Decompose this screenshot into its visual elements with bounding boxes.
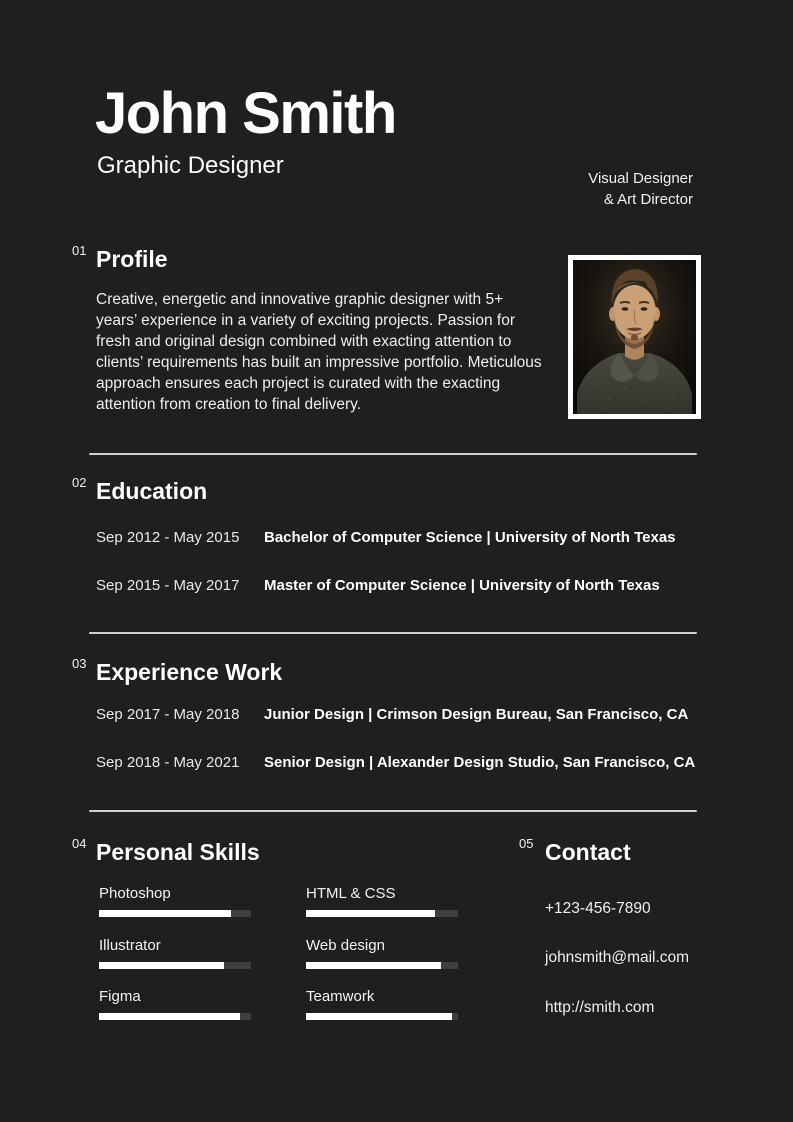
skill-bar-track bbox=[306, 910, 458, 917]
skill-bar-track bbox=[306, 1013, 458, 1020]
contact-section-number: 05 bbox=[519, 836, 534, 851]
profile-section-number: 01 bbox=[72, 243, 87, 258]
person-role: Graphic Designer bbox=[97, 152, 284, 179]
section-divider bbox=[89, 632, 697, 634]
contact-phone: +123-456-7890 bbox=[545, 900, 651, 917]
skill-bar-track bbox=[306, 962, 458, 969]
skill-bar-fill bbox=[306, 962, 441, 969]
skill-bar-track bbox=[99, 1013, 251, 1020]
education-row bbox=[96, 529, 701, 546]
contact-email: johnsmith@mail.com bbox=[545, 949, 690, 966]
skill-bar-fill bbox=[306, 910, 435, 917]
skill-item bbox=[99, 937, 251, 969]
skill-bar-fill bbox=[306, 1013, 452, 1020]
skill-bar-fill bbox=[99, 1013, 240, 1020]
skill-label: Illustrator bbox=[99, 937, 161, 954]
portrait-photo bbox=[568, 255, 701, 419]
skill-label: Web design bbox=[306, 937, 385, 954]
person-name: John Smith bbox=[95, 81, 396, 146]
skill-bar-fill bbox=[99, 962, 224, 969]
skill-label: Figma bbox=[99, 988, 141, 1005]
tagline bbox=[588, 168, 693, 210]
skill-bar-fill bbox=[99, 910, 231, 917]
skill-bar-track bbox=[99, 962, 251, 969]
section-divider bbox=[89, 810, 697, 812]
skill-item bbox=[306, 988, 458, 1020]
skill-label: HTML & CSS bbox=[306, 885, 396, 902]
experience-description: Senior Design | Alexander Design Studio, San Francisco, CA bbox=[264, 754, 696, 771]
skill-label: Photoshop bbox=[99, 885, 171, 902]
education-description: Bachelor of Computer Science | University of North Texas bbox=[264, 529, 676, 546]
contact-website: http://smith.com bbox=[545, 999, 655, 1016]
education-period: Sep 2015 - May 2017 bbox=[96, 577, 240, 594]
tagline-line-1: Visual Designer bbox=[588, 170, 693, 187]
experience-row bbox=[96, 754, 701, 771]
skill-item bbox=[306, 937, 458, 969]
experience-section-number: 03 bbox=[72, 656, 87, 671]
tagline-line-2: & Art Director bbox=[603, 191, 693, 208]
section-divider bbox=[89, 453, 697, 455]
skill-item bbox=[306, 885, 458, 917]
skills-section-title: Personal Skills bbox=[96, 839, 260, 865]
skill-label: Teamwork bbox=[306, 988, 375, 1005]
education-section-title: Education bbox=[96, 478, 208, 504]
profile-text: Creative, energetic and innovative graphic designer with 5+ years’ experience in a variety of exciting projects. Passion for fresh and original design combined with exacting attention to clients’ requirements has built an impressive portfolio. Meticulous approach ensures each project is curated with the exacting attention from creation to final delivery. bbox=[96, 291, 542, 413]
experience-period: Sep 2018 - May 2021 bbox=[96, 754, 240, 771]
skills-section-number: 04 bbox=[72, 836, 87, 851]
education-description: Master of Computer Science | University of North Texas bbox=[264, 577, 660, 594]
education-section-number: 02 bbox=[72, 475, 87, 490]
education-period: Sep 2012 - May 2015 bbox=[96, 529, 240, 546]
education-row bbox=[96, 577, 701, 594]
experience-section-title: Experience Work bbox=[96, 659, 283, 685]
experience-description: Junior Design | Crimson Design Bureau, San Francisco, CA bbox=[264, 706, 689, 723]
experience-row bbox=[96, 706, 701, 723]
profile-section-title: Profile bbox=[96, 246, 168, 272]
experience-period: Sep 2017 - May 2018 bbox=[96, 706, 240, 723]
man-portrait-illustration bbox=[573, 260, 696, 414]
contact-section-title: Contact bbox=[545, 839, 631, 865]
skill-bar-track bbox=[99, 910, 251, 917]
skill-item bbox=[99, 988, 251, 1020]
skill-item bbox=[99, 885, 251, 917]
